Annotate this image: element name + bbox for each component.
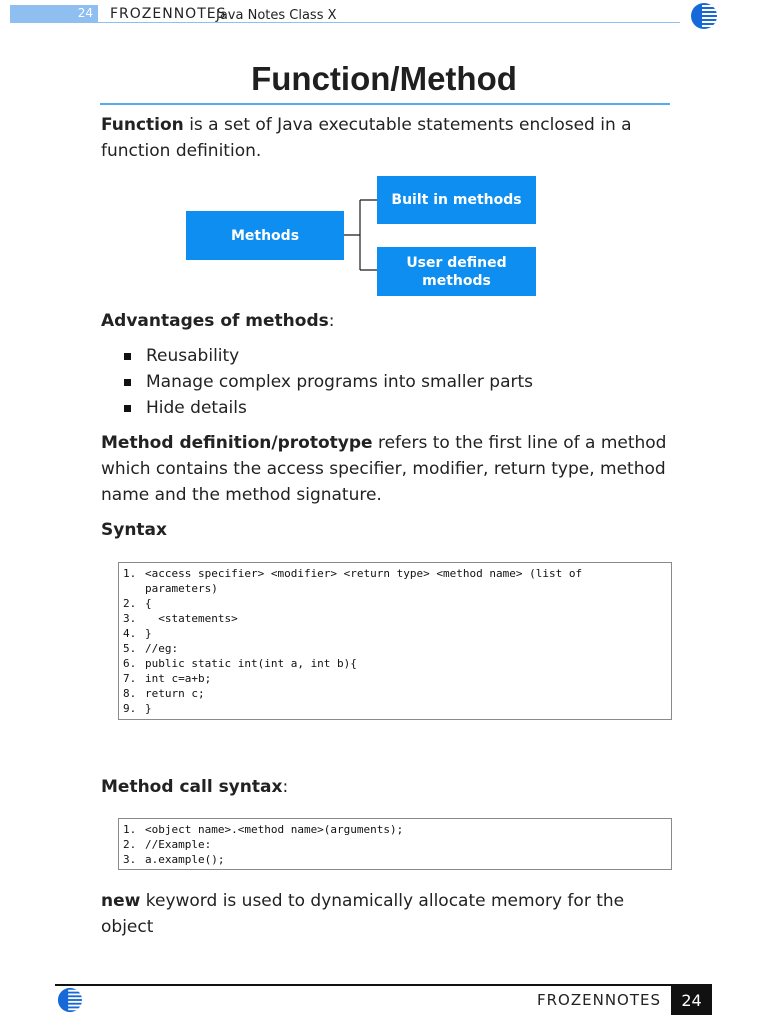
call-syntax-heading [101,774,691,800]
code-line-number: 4. [123,627,137,640]
header-rule [10,22,680,23]
code-line-number: 5. [123,642,137,655]
header-brand: FROZENNOTES [110,6,227,22]
code-line-text: <access specifier> <modifier> <return type> <method name> (list of [145,567,583,580]
code-line-number: 6. [123,657,137,670]
diagram-userdefined-box: User defined methods [377,247,536,296]
header-page-number: 24 [77,6,93,20]
advantages-heading-text: Advantages of methods [101,311,329,331]
new-keyword-text: keyword is used to dynamically allocate memory for the object [101,891,625,937]
code-line-number: 3. [123,853,137,866]
code-line [123,701,671,716]
code-line-number: 1. [123,567,137,580]
code-line-number: 8. [123,687,137,700]
intro-paragraph [101,112,691,164]
code-line-number: 2. [123,838,137,851]
list-item [124,395,533,421]
diagram-bracket-connector [344,196,378,274]
code-line-text: } [145,702,152,715]
code-line-number: 1. [123,823,137,836]
new-keyword-paragraph [101,888,661,940]
code-line-number: 3. [123,612,137,625]
code-line [123,852,671,867]
brand-logo-icon [690,2,718,30]
new-keyword-term: new [101,891,141,911]
code-line-text: //eg: [145,642,179,655]
code-line-text: return c; [145,687,205,700]
bullet-square-icon [124,353,131,360]
code-line-text: a.example(); [145,853,225,866]
footer-brand: FROZENNOTES [537,991,662,1009]
code-line [123,626,671,641]
footer-logo-icon [57,987,83,1013]
code-line-number: 7. [123,672,137,685]
definition-paragraph [101,430,681,508]
list-item-text: Hide details [146,398,247,418]
list-item [124,369,533,395]
diagram-root-box: Methods [186,211,344,260]
code-line-text: <object name>.<method name>(arguments); [145,823,404,836]
syntax-code-block [118,562,672,720]
list-item-text: Manage complex programs into smaller parts [146,372,534,392]
code-line-text: } [145,627,152,640]
page-title: Function/Method [251,60,517,97]
code-line [123,837,671,852]
bullet-square-icon [124,405,131,412]
bullet-square-icon [124,379,131,386]
footer-rule [55,984,712,986]
call-syntax-colon: : [282,777,289,797]
header-title: Java Notes Class X [216,8,337,23]
code-line [123,596,671,611]
call-syntax-heading-text: Method call syntax [101,777,283,797]
code-line-text: public static int(int a, int b){ [145,657,357,670]
intro-text: is a set of Java executable statements enclosed in a function definition. [101,115,632,161]
code-line [123,641,671,656]
diagram-builtin-box: Built in methods [377,176,536,224]
code-line-text: int c=a+b; [145,672,212,685]
call-syntax-code-block [118,818,672,870]
code-line-continuation: parameters) [145,582,218,595]
definition-term: Method definition/prototype [101,433,373,453]
advantages-heading [101,308,691,334]
syntax-heading-text: Syntax [101,520,167,540]
code-line-text: <statements> [145,612,238,625]
code-line [123,671,671,686]
code-line [123,822,671,837]
code-line-text: { [145,597,152,610]
code-line [123,566,671,581]
code-line-text: //Example: [145,838,212,851]
header-page-tab [10,5,98,22]
code-line [123,656,671,671]
syntax-heading [101,517,691,543]
code-line [123,686,671,701]
list-item-text: Reusability [146,346,240,366]
code-line-number: 9. [123,702,137,715]
intro-term: Function [101,115,184,135]
code-line [123,611,671,626]
list-item [124,343,533,369]
advantages-colon: : [328,311,335,331]
title-underline [100,103,670,105]
code-line-number: 2. [123,597,137,610]
footer-page-number: 24 [671,985,712,1015]
definition-text: refers to the first line of a method which contains the access specifier, modifier, return type, method name and the method signature. [101,433,667,505]
advantages-list [124,343,533,421]
